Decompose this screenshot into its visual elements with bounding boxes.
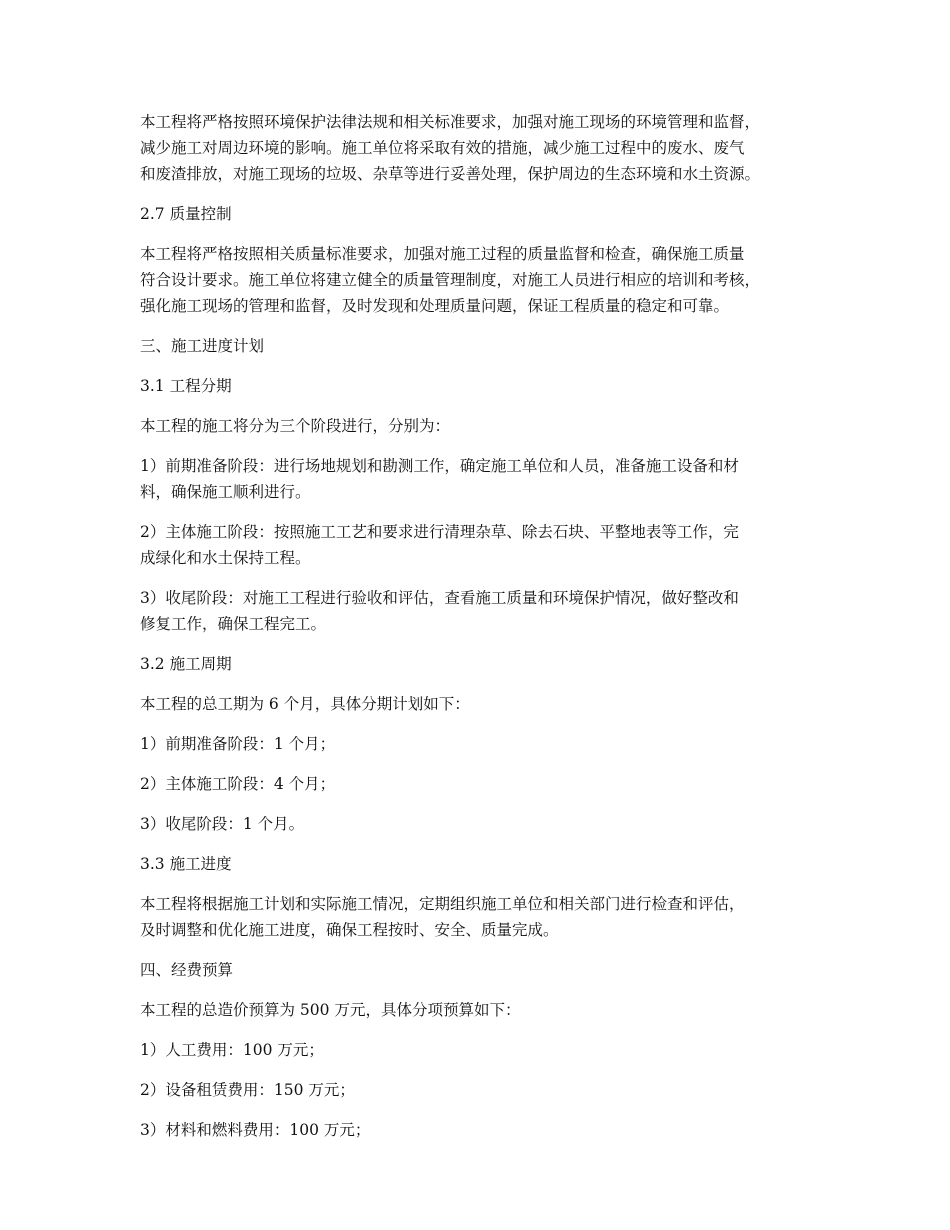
text-line: 料，确保施工顺利进行。	[140, 483, 311, 501]
section-heading	[140, 651, 830, 677]
text-line: 及时调整和优化施工进度，确保工程按时、安全、质量完成。	[140, 921, 559, 939]
body-paragraph	[140, 453, 830, 505]
section-heading	[140, 373, 830, 399]
text-line: 3）收尾阶段：对施工工程进行验收和评估，查看施工质量和环境保护情况，做好整改和	[140, 589, 739, 607]
text-line: 本工程将严格按照相关质量标准要求，加强对施工过程的质量监督和检查，确保施工质量	[140, 245, 745, 263]
body-paragraph	[140, 771, 830, 797]
text-line: 1）人工费用：100 万元；	[140, 1041, 324, 1059]
text-line: 本工程的施工将分为三个阶段进行，分别为：	[140, 417, 451, 435]
body-paragraph	[140, 1037, 830, 1063]
body-paragraph	[140, 241, 830, 319]
text-line: 3.2 施工周期	[140, 655, 232, 673]
text-line: 强化施工现场的管理和监督，及时发现和处理质量问题，保证工程质量的稳定和可靠。	[140, 297, 730, 315]
text-line: 2.7 质量控制	[140, 205, 232, 223]
section-heading	[140, 957, 830, 983]
text-line: 2）主体施工阶段：按照施工工艺和要求进行清理杂草、除去石块、平整地表等工作，完	[140, 523, 739, 541]
text-line: 本工程将根据施工计划和实际施工情况，定期组织施工单位和相关部门进行检查和评估，	[140, 895, 745, 913]
text-line: 2）主体施工阶段：4 个月；	[140, 775, 336, 793]
text-line: 3.3 施工进度	[140, 855, 232, 873]
text-line: 2）设备租赁费用：150 万元；	[140, 1081, 355, 1099]
text-line: 和废渣排放，对施工现场的垃圾、杂草等进行妥善处理，保护周边的生态环境和水土资源。	[140, 165, 761, 183]
body-paragraph	[140, 997, 830, 1023]
text-line: 减少施工对周边环境的影响。施工单位将采取有效的措施，减少施工过程中的废水、废气	[140, 139, 745, 157]
body-paragraph	[140, 519, 830, 571]
text-line: 三、施工进度计划	[140, 337, 265, 355]
body-paragraph	[140, 413, 830, 439]
text-line: 修复工作，确保工程完工。	[140, 615, 327, 633]
body-paragraph	[140, 109, 830, 187]
body-paragraph	[140, 731, 830, 757]
text-line: 3）材料和燃料费用：100 万元；	[140, 1121, 371, 1139]
body-paragraph	[140, 1077, 830, 1103]
section-heading	[140, 201, 830, 227]
text-line: 本工程将严格按照环境保护法律法规和相关标准要求，加强对施工现场的环境管理和监督，	[140, 113, 761, 131]
text-line: 四、经费预算	[140, 961, 234, 979]
text-line: 符合设计要求。施工单位将建立健全的质量管理制度，对施工人员进行相应的培训和考核，	[140, 271, 761, 289]
body-paragraph	[140, 585, 830, 637]
body-paragraph	[140, 811, 830, 837]
section-heading	[140, 851, 830, 877]
body-paragraph	[140, 891, 830, 943]
text-line: 成绿化和水土保持工程。	[140, 549, 311, 567]
text-line: 3.1 工程分期	[140, 377, 232, 395]
text-line: 1）前期准备阶段：1 个月；	[140, 735, 336, 753]
body-paragraph	[140, 1117, 830, 1143]
text-line: 3）收尾阶段：1 个月。	[140, 815, 305, 833]
section-heading	[140, 333, 830, 359]
text-line: 本工程的总造价预算为 500 万元，具体分项预算如下：	[140, 1001, 521, 1019]
text-line: 本工程的总工期为 6 个月，具体分期计划如下：	[140, 695, 470, 713]
text-line: 1）前期准备阶段：进行场地规划和勘测工作，确定施工单位和人员，准备施工设备和材	[140, 457, 739, 475]
body-paragraph	[140, 691, 830, 717]
